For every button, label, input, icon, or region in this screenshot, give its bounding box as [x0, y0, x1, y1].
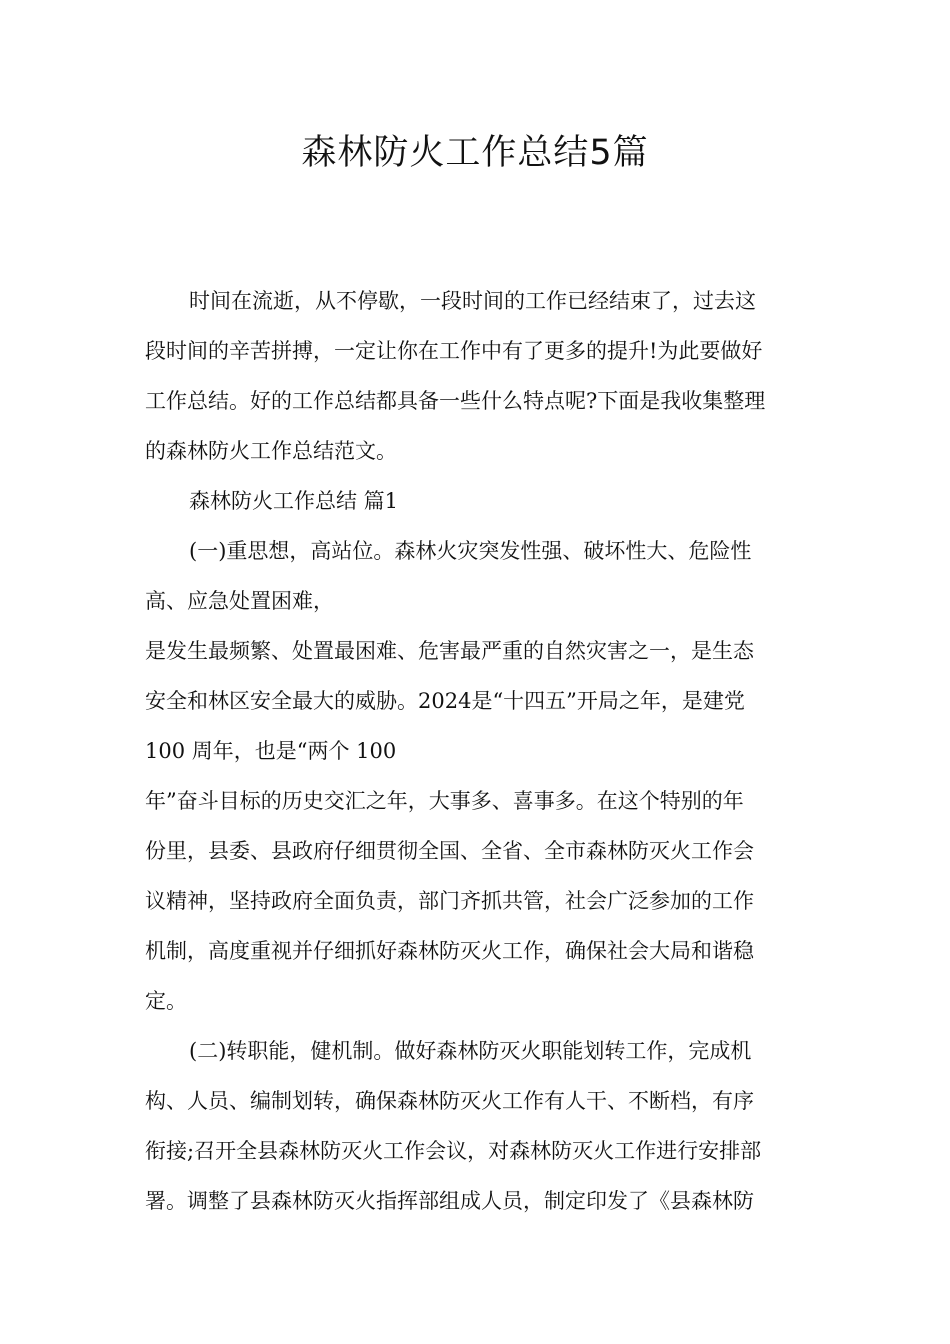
para1-line-6: 年”奋斗目标的历史交汇之年，大事多、喜事多。在这个特别的年: [145, 789, 744, 813]
document-body: [145, 286, 809, 1236]
para1-line-9: 机制，高度重视并仔细抓好森林防灭火工作，确保社会大局和谐稳: [145, 939, 754, 963]
para1-line-3: 是发生最频繁、处置最困难、危害最严重的自然灾害之一，是生态: [145, 639, 754, 663]
intro-line-1: 时间在流逝，从不停歇，一段时间的工作已经结束了，过去这: [189, 289, 756, 313]
intro-line-4: 的森林防火工作总结范文。: [145, 439, 397, 463]
para1-line-5: 100 周年，也是“两个 100: [145, 739, 397, 763]
para1-line-2: 高、应急处置困难，: [145, 589, 334, 613]
para2-line-2: 构、人员、编制划转，确保森林防灭火工作有人干、不断档，有序: [145, 1089, 754, 1113]
document-title: 森林防火工作总结5篇: [301, 133, 649, 173]
para1-line-7: 份里，县委、县政府仔细贯彻全国、全省、全市森林防灭火工作会: [145, 839, 754, 863]
para1-line-1: (一)重思想，高站位。森林火灾突发性强、破坏性大、危险性: [189, 539, 752, 563]
para2-line-1: (二)转职能，健机制。做好森林防灭火职能划转工作，完成机: [189, 1039, 752, 1063]
para1-line-10: 定。: [145, 989, 187, 1013]
intro-line-2: 段时间的辛苦拼搏，一定让你在工作中有了更多的提升!为此要做好: [145, 339, 763, 363]
para2-line-4: 署。调整了县森林防灭火指挥部组成人员，制定印发了《县森林防: [145, 1189, 754, 1213]
para2-line-3: 衔接;召开全县森林防灭火工作会议，对森林防灭火工作进行安排部: [145, 1139, 762, 1163]
section-heading-1: 森林防火工作总结 篇1: [189, 489, 399, 513]
para1-line-8: 议精神，坚持政府全面负责，部门齐抓共管，社会广泛参加的工作: [145, 889, 754, 913]
para1-line-4: 安全和林区安全最大的威胁。2024是“十四五”开局之年，是建党: [145, 689, 745, 713]
intro-line-3: 工作总结。好的工作总结都具备一些什么特点呢?下面是我收集整理: [145, 389, 766, 413]
